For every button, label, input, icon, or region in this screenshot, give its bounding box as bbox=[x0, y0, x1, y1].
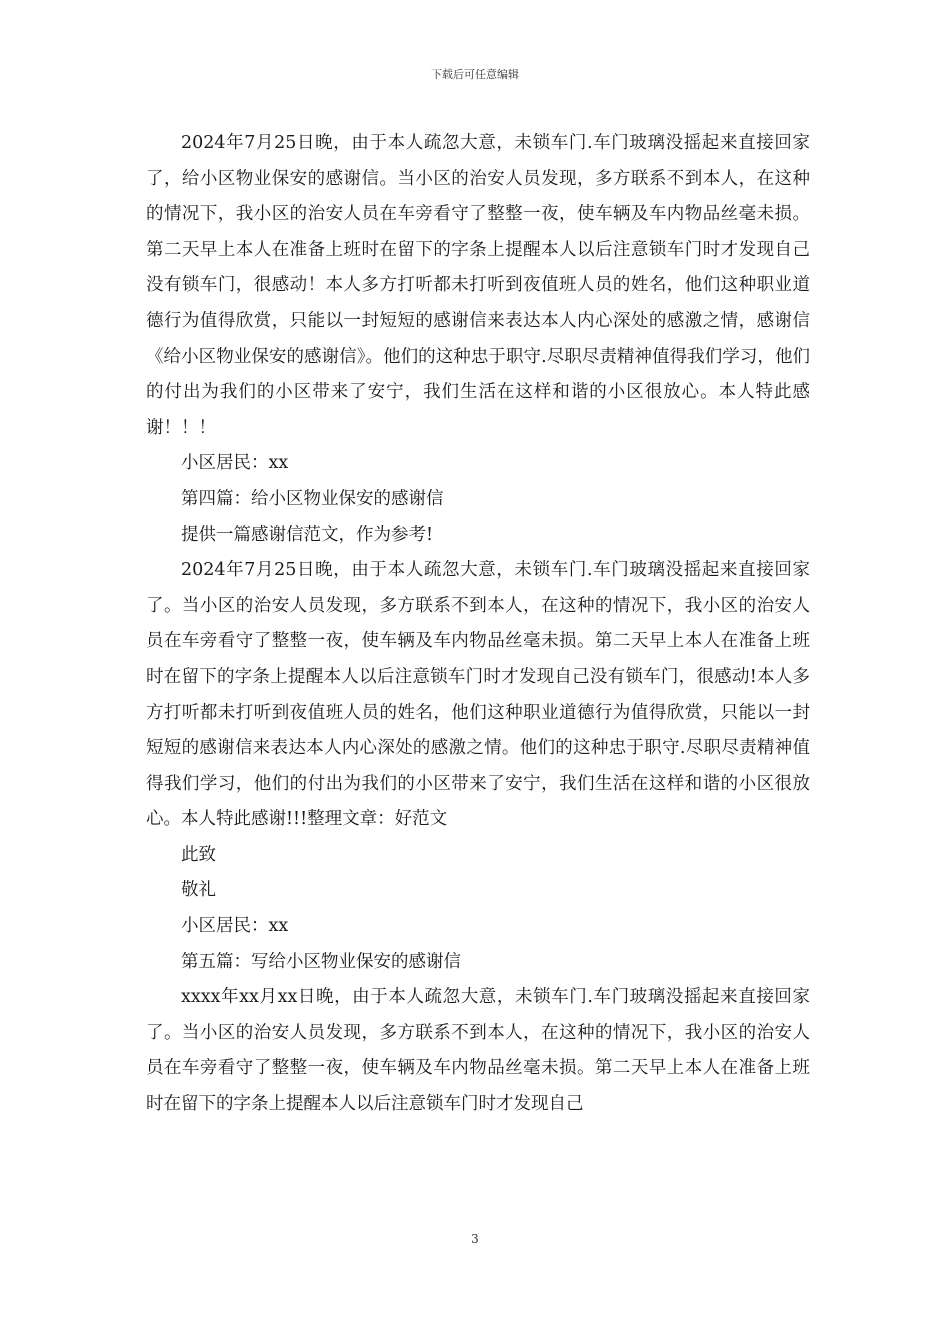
document-body bbox=[146, 126, 810, 1123]
page-header-note: 下载后可任意编辑 bbox=[431, 68, 519, 81]
page-number: 3 bbox=[471, 1232, 479, 1246]
paragraph-letter-3: xxxx年xx月xx日晚，由于本人疏忽大意，未锁车门.车门玻璃没摇起来直接回家了。当小区的治安人员发现，多方联系不到本人，在这种的情况下，我小区的治安人员在车旁看守了整整一夜，使车辆及车内物品丝毫未损。第二天早上本人在准备上班时在留下的字条上提醒本人以后注意锁车门时才发现自己 bbox=[146, 987, 810, 1115]
section-heading-5: 第五篇：写给小区物业保安的感谢信 bbox=[181, 951, 461, 972]
closing-jingli: 敬礼 bbox=[181, 880, 216, 901]
section-heading-4: 第四篇：给小区物业保安的感谢信 bbox=[181, 488, 444, 509]
closing-cizhi: 此致 bbox=[181, 844, 216, 865]
signature-resident-2: 小区居民：xx bbox=[181, 916, 289, 937]
paragraph-letter-1: 2024年7月25日晚，由于本人疏忽大意，未锁车门.车门玻璃没摇起来直接回家了，给小区物业保安的感谢信。当小区的治安人员发现，多方联系不到本人，在这种的情况下，我小区的治安人员在车旁看守了整整一夜，使车辆及车内物品丝毫未损。第二天早上本人在准备上班时在留下的字条上提醒本人以后注意锁车门时才发现自己没有锁车门，很感动！本人多方打听都未打听到夜值班人员的姓名，他们这种职业道德行为值得欣赏，只能以一封短短的感谢信来表达本人内心深处的感激之情，感谢信《给小区物业保安的感谢信》。他们的这种忠于职守.尽职尽责精神值得我们学习，他们的付出为我们的小区带来了安宁，我们生活在这样和谐的小区很放心。本人特此感谢！！！ bbox=[146, 133, 810, 438]
signature-resident-1: 小区居民：xx bbox=[181, 453, 289, 474]
paragraph-letter-2: 2024年7月25日晚，由于本人疏忽大意，未锁车门.车门玻璃没摇起来直接回家了。当小区的治安人员发现，多方联系不到本人，在这种的情况下，我小区的治安人员在车旁看守了整整一夜，使车辆及车内物品丝毫未损。第二天早上本人在准备上班时在留下的字条上提醒本人以后注意锁车门时才发现自己没有锁车门，很感动!本人多方打听都未打听到夜值班人员的姓名，他们这种职业道德行为值得欣赏，只能以一封短短的感谢信来表达本人内心深处的感激之情。他们的这种忠于职守.尽职尽责精神值得我们学习，他们的付出为我们的小区带来了安宁，我们生活在这样和谐的小区很放心。本人特此感谢!!!整理文章：好范文 bbox=[146, 560, 810, 830]
paragraph-intro: 提供一篇感谢信范文，作为参考! bbox=[181, 524, 434, 545]
